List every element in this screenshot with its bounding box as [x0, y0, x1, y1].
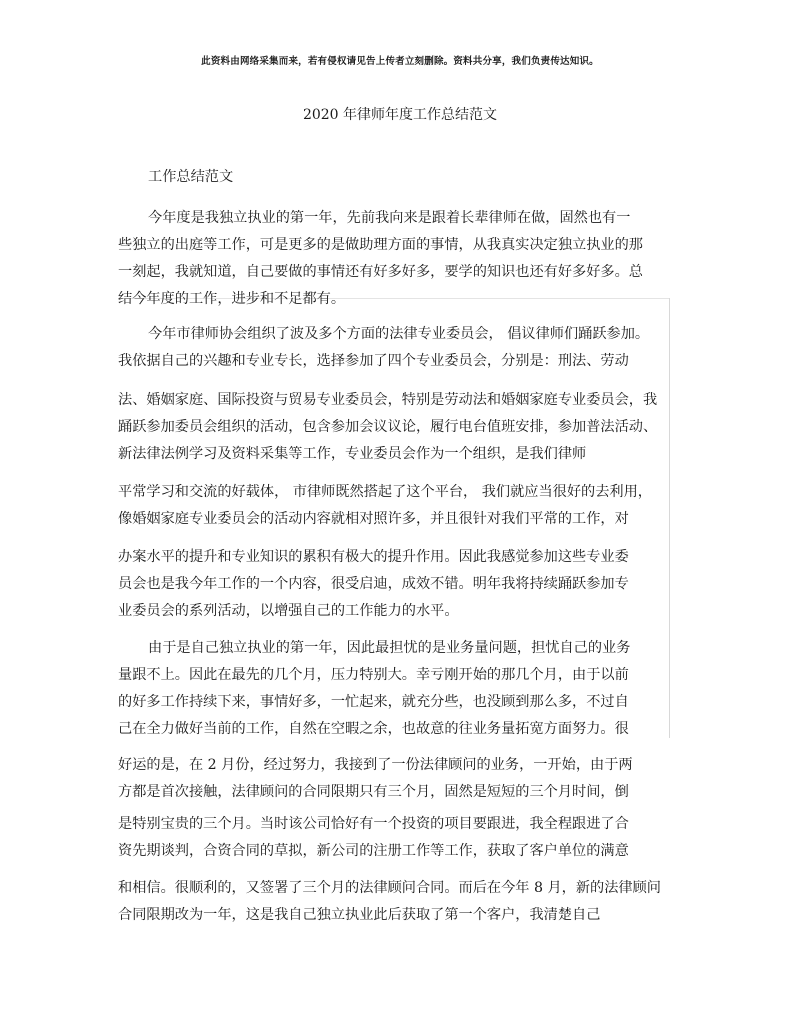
text-line: 是特别宝贵的三个月。当时该公司恰好有一个投资的项目要跟进，我全程跟进了合 — [118, 816, 629, 832]
text-line: 平常学习和交流的好载体， 市律师既然搭起了这个平台， 我们就应当很好的去利用， — [118, 484, 652, 500]
frame-border-right — [669, 298, 670, 738]
text-line: 今年度是我独立执业的第一年，先前我向来是跟着长辈律师在做，固然也有一 — [148, 210, 631, 226]
text-line: 员会也是我今年工作的一个内容，很受启迪，成效不错。明年我将持续踊跃参加专 — [118, 576, 629, 592]
text-line: 己在全力做好当前的工作，自然在空暇之余，也故意的往业务量拓宽方面努力。很 — [118, 721, 629, 737]
text-line: 像婚姻家庭专业委员会的活动内容就相对照许多，并且很针对我们平常的工作，对 — [118, 511, 629, 527]
text-line: 和相信。很顺利的，又签署了三个月的法律顾问合同。而后在今年 8 月，新的法律顾问 — [118, 880, 661, 896]
text-line: 业委员会的系列活动，以增强自己的工作能力的水平。 — [118, 603, 459, 619]
text-line: 我依据自己的兴趣和专业专长，选择参加了四个专业委员会，分别是：刑法、劳动 — [118, 353, 629, 369]
text-line: 一刻起，我就知道，自己要做的事情还有好多好多，要学的知识也还有好多好多。总 — [118, 264, 643, 280]
text-line: 法、婚姻家庭、国际投资与贸易专业委员会，特别是劳动法和婚姻家庭专业委员会，我 — [118, 392, 658, 408]
text-line: 结今年度的工作，进步和不足都有。 — [118, 291, 346, 307]
text-line: 办案水平的提升和专业知识的累积有极大的提升作用。因此我感觉参加这些专业委 — [118, 549, 629, 565]
section-heading: 工作总结范文 — [148, 169, 234, 185]
text-line: 新法律法例学习及资料采集等工作，专业委员会作为一个组织，是我们律师 — [118, 446, 587, 462]
text-line: 方都是首次接触，法律顾问的合同限期只有三个月，固然是短短的三个月时间，倒 — [118, 784, 629, 800]
text-line: 些独立的出庭等工作，可是更多的是做助理方面的事情，从我真实决定独立执业的那 — [118, 237, 643, 253]
text-line: 踊跃参加委员会组织的活动，包含参加会议议论，履行电台值班安排，参加普法活动、 — [118, 419, 658, 435]
text-line: 好运的是，在 2 月份，经过努力，我接到了一份法律顾问的业务，一开始，由于两 — [118, 757, 633, 773]
text-line: 今年市律师协会组织了波及多个方面的法律专业委员会， 倡议律师们踊跃参加。 — [148, 326, 650, 342]
text-line: 量跟不上。因此在最先的几个月，压力特别大。幸亏刚开始的那几个月，由于以前 — [118, 667, 629, 683]
copyright-notice: 此资料由网络采集而来，若有侵权请见告上传者立刻删除。资料共分享，我们负责传达知识。 — [201, 56, 599, 67]
text-line: 资先期谈判，合资合同的草拟，新公司的注册工作等工作，获取了客户单位的满意 — [118, 843, 629, 859]
text-line: 的好多工作持续下来，事情好多，一忙起来，就充分些，也没顾到那么多，不过自 — [118, 694, 629, 710]
document-title: 2020 年律师年度工作总结范文 — [302, 107, 498, 123]
text-line: 合同限期改为一年，这是我自己独立执业此后获取了第一个客户，我清楚自己 — [118, 907, 601, 923]
text-line: 由于是自己独立执业的第一年，因此最担忧的是业务量问题，担忧自己的业务 — [148, 640, 631, 656]
